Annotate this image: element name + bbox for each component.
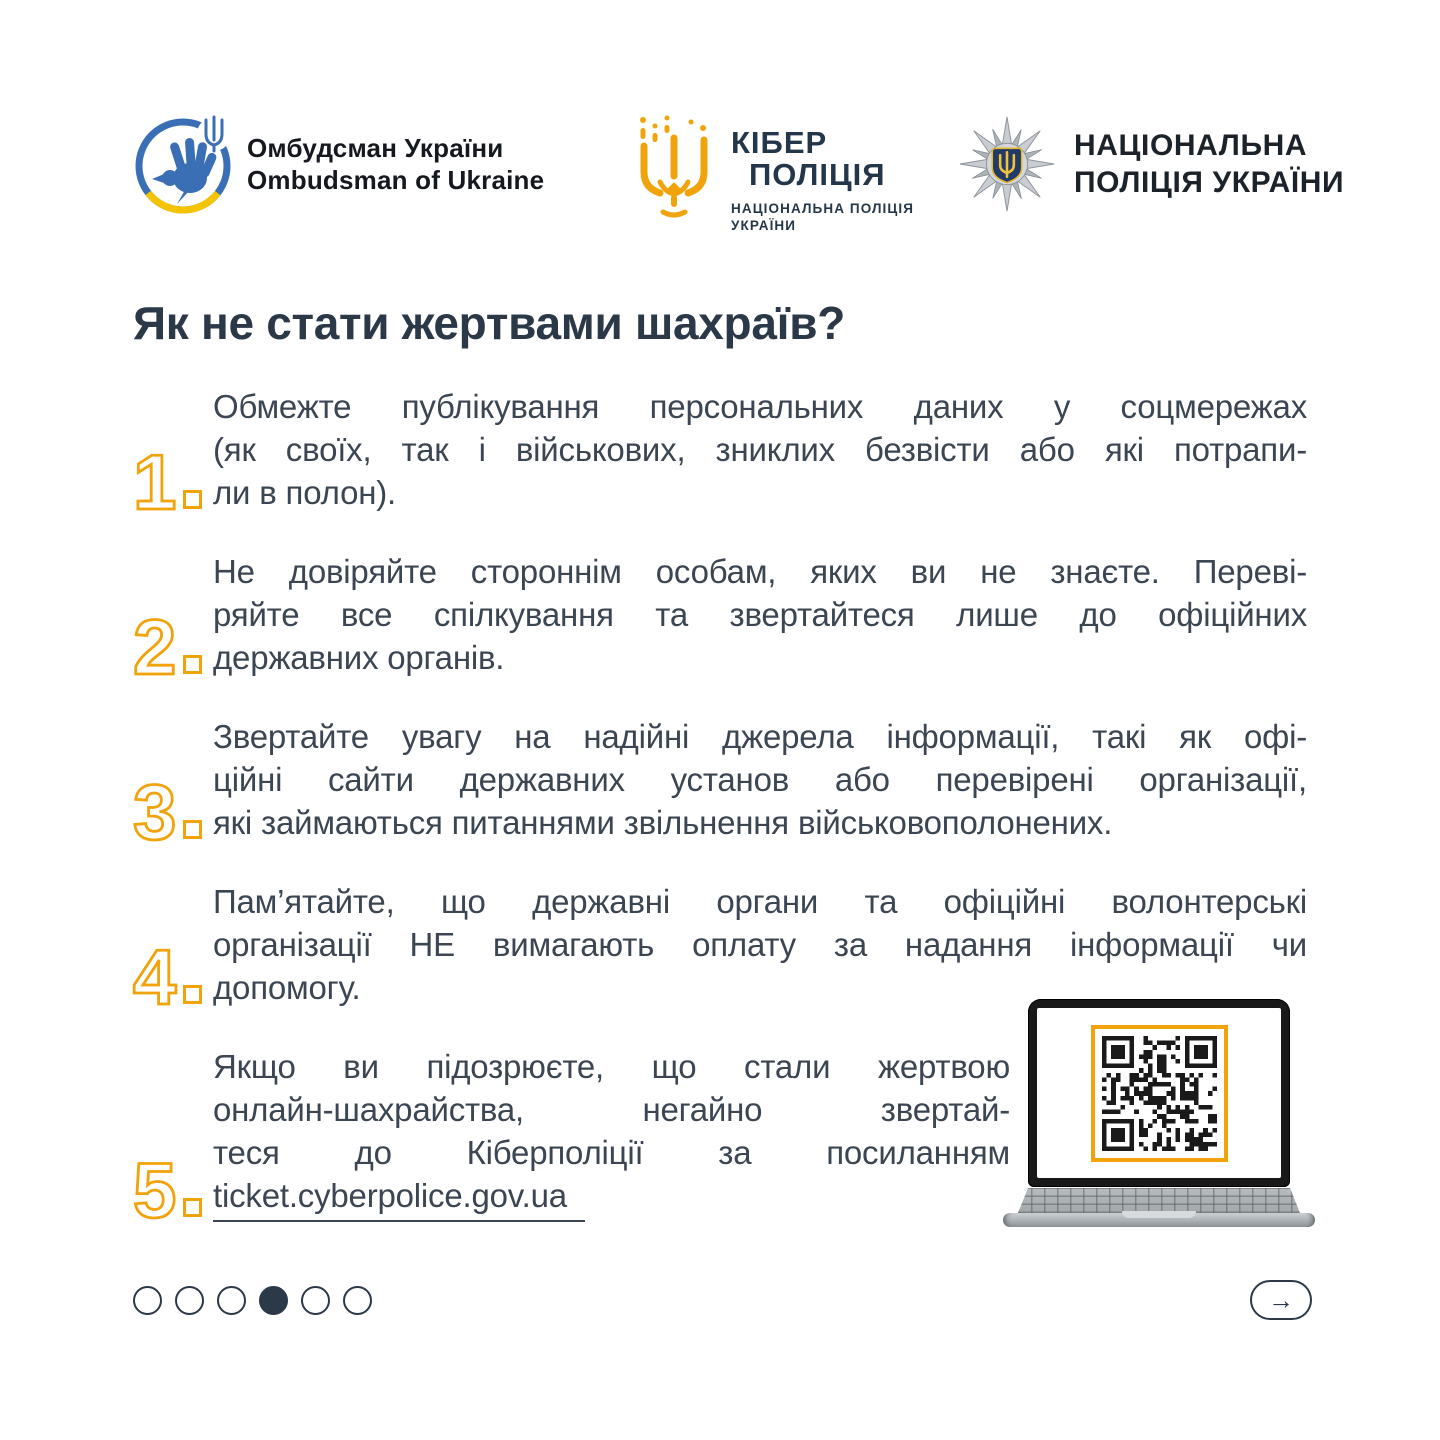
cyberpolice-title-line2: ПОЛІЦІЯ [749,157,886,192]
national-police-title-line1: НАЦІОНАЛЬНА [1074,129,1308,162]
point-3-text: Звертайте увагу на надійні джерела інформації, такі як офі- [213,718,1307,755]
ombudsman-hand-icon [133,112,233,216]
pagination-dot-1[interactable] [133,1286,162,1315]
cyberpolice-logo [633,110,914,234]
point-5-text: теся до Кіберполіції за посиланням [213,1134,1010,1171]
laptop-screen [1028,999,1290,1187]
point-number-2: 2 [133,602,177,691]
point-4-text: допомогу. [213,969,361,1006]
pagination-dot-2[interactable] [175,1286,204,1315]
point-number-4: 4 [133,932,177,1021]
national-police-star-icon [958,112,1056,216]
point-number-square-1 [183,490,202,509]
national-police-logo [958,112,1344,216]
laptop-base [1003,1188,1315,1227]
point-2-text: Не довіряйте стороннім особам, яких ви не знаєте. Переві- [213,553,1307,590]
arrow-right-icon: → [1268,1285,1294,1315]
page-title: Як не стати жертвами шахраїв? [133,297,846,349]
pagination-dot-5[interactable] [301,1286,330,1315]
laptop-keyboard [1018,1188,1300,1213]
cyberpolice-subtitle-line2: УКРАЇНИ [731,218,797,233]
point-number-square-5 [183,1198,202,1217]
point-1-text: ли в полон). [213,474,397,511]
point-number-1: 1 [133,437,177,526]
list-item-1 [133,385,1307,526]
point-5-text: Якщо ви підозрюєте, що стали жертвою [213,1048,1010,1085]
point-2-text: державних органів. [213,639,505,676]
cyberpolice-trident-icon [633,110,715,222]
ombudsman-name-uk: Омбудсман України [247,133,504,163]
laptop-illustration [1003,999,1315,1227]
list-item-4 [133,880,1307,1021]
point-1-text: (як своїх, так і військових, зниклих безвісти або які потрапи- [213,431,1307,468]
cyberpolice-title-line1: КІБЕР [731,125,828,160]
ombudsman-name-en: Ombudsman of Ukraine [247,165,545,195]
point-4-text: Пам’ятайте, що державні органи та офіційні волонтерські [213,883,1307,920]
point-5-text: онлайн-шахрайства, негайно звертай- [213,1091,1010,1128]
point-3-text: які займаються питаннями звільнення військовополонених. [213,804,1113,841]
cyberpolice-subtitle-line1: НАЦІОНАЛЬНА ПОЛІЦІЯ [731,201,915,216]
point-4-text: організації НЕ вимагають оплату за надання інформації чи [213,926,1307,963]
point-number-square-3 [183,820,202,839]
point-number-square-2 [183,655,202,674]
point-3-text: ційні сайти державних установ або перевірені організації, [213,761,1307,798]
cyberpolice-ticket-link[interactable]: ticket.cyberpolice.gov.ua [213,1174,585,1222]
qr-code [1102,1036,1217,1151]
laptop-touchpad-notch [1122,1211,1196,1218]
point-2-text: ряйте все спілкування та звертайтеся лише до офіційних [213,596,1307,633]
point-number-5: 5 [133,1145,177,1234]
national-police-title-line2: ПОЛІЦІЯ УКРАЇНИ [1074,166,1345,199]
pagination-dot-4[interactable] [259,1286,288,1315]
ombudsman-logo [133,112,544,216]
list-item-3 [133,715,1307,856]
pagination-dot-6[interactable] [343,1286,372,1315]
point-number-square-4 [183,985,202,1004]
laptop-display [1037,1008,1281,1178]
point-1-text: Обмежте публікування персональних даних у соцмережах [213,388,1307,425]
next-slide-button[interactable] [1250,1280,1312,1320]
point-number-3: 3 [133,767,177,856]
list-item-2 [133,550,1307,691]
qr-frame [1091,1025,1228,1162]
pagination-dots [133,1286,372,1315]
pagination-dot-3[interactable] [217,1286,246,1315]
